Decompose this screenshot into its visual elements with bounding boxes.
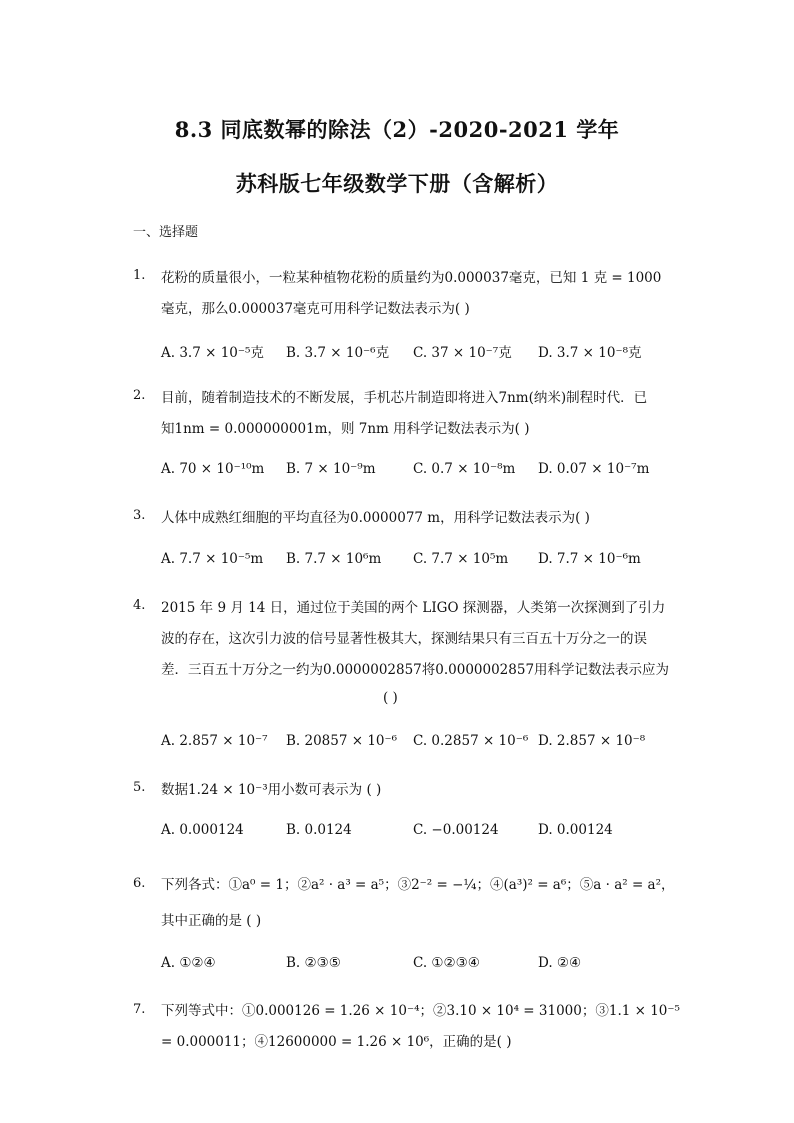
option-c: C. 0.7 × 10⁻⁸m (413, 461, 516, 477)
question-text: 其中正确的是 ( ) (161, 913, 262, 929)
question-number: 7. (133, 1002, 146, 1017)
question-text: 数据1.24 × 10⁻³用小数可表示为 ( ) (161, 782, 382, 798)
title-line-2: 苏科版七年级数学下册（含解析） (235, 171, 559, 196)
option-b: B. ②③⑤ (286, 955, 341, 971)
question-text: 人体中成熟红细胞的平均直径为0.0000077 m，用科学记数法表示为( ) (161, 510, 590, 526)
question-number: 5. (133, 780, 146, 795)
question-text: 下列各式：①a⁰ = 1；②a² · a³ = a⁵；③2⁻² = −¼；④(a³)² = a⁶；⑤a · a² = a²， (161, 877, 675, 893)
question-text: = 0.000011；④12600000 = 1.26 × 10⁶，正确的是( ) (161, 1034, 512, 1050)
question-number: 2. (133, 388, 146, 403)
question-text: 下列等式中：①0.000126 = 1.26 × 10⁻⁴；②3.10 × 10⁴ = 31000；③1.1 × 10⁻⁵ (161, 1003, 680, 1019)
option-c: C. ①②③④ (413, 955, 480, 971)
question-text: 花粉的质量很小，一粒某种植物花粉的质量约为0.000037毫克，已知 1 克 = 1000 (161, 270, 662, 286)
option-a: A. 70 × 10⁻¹⁰m (161, 461, 265, 477)
option-b: B. 0.0124 (286, 822, 352, 838)
option-b: B. 7 × 10⁻⁹m (286, 461, 376, 477)
option-b: B. 3.7 × 10⁻⁶克 (286, 345, 390, 361)
question-text: 差．三百五十万分之一约为0.0000002857将0.0000002857用科学记数法表示应为 (161, 662, 670, 678)
option-d: D. 3.7 × 10⁻⁸克 (538, 345, 642, 361)
option-a: A. 7.7 × 10⁻⁵m (161, 551, 264, 567)
option-d: D. 0.07 × 10⁻⁷m (538, 461, 650, 477)
option-b: B. 20857 × 10⁻⁶ (286, 733, 398, 749)
option-d: D. 2.857 × 10⁻⁸ (538, 733, 646, 749)
answer-bracket: ( ) (383, 690, 398, 706)
question-number: 1. (133, 268, 146, 283)
title-line-1: 8.3 同底数幂的除法（2）-2020-2021 学年 (174, 117, 620, 142)
section-heading: 一、选择题 (133, 225, 199, 240)
question-text: 毫克，那么0.000037毫克可用科学记数法表示为( ) (161, 301, 470, 317)
question-number: 6. (133, 876, 146, 891)
option-a: A. 0.000124 (161, 822, 244, 838)
option-b: B. 7.7 × 10⁶m (286, 551, 382, 567)
question-text: 2015 年 9 月 14 日，通过位于美国的两个 LIGO 探测器，人类第一次探测到了引力 (161, 600, 666, 616)
question-text: 知1nm = 0.000000001m，则 7nm 用科学记数法表示为( ) (161, 421, 530, 437)
option-c: C. 0.2857 × 10⁻⁶ (413, 733, 529, 749)
option-a: A. ①②④ (161, 955, 216, 971)
option-a: A. 2.857 × 10⁻⁷ (161, 733, 268, 749)
option-c: C. 37 × 10⁻⁷克 (413, 345, 512, 361)
option-d: D. 7.7 × 10⁻⁶m (538, 551, 641, 567)
option-d: D. 0.00124 (538, 822, 613, 838)
option-d: D. ②④ (538, 955, 582, 971)
question-number: 4. (133, 598, 146, 613)
option-c: C. −0.00124 (413, 822, 499, 838)
question-text: 目前，随着制造技术的不断发展，手机芯片制造即将进入7nm(纳米)制程时代．已 (161, 390, 648, 406)
question-text: 波的存在，这次引力波的信号显著性极其大，探测结果只有三百五十万分之一的误 (161, 631, 647, 647)
option-c: C. 7.7 × 10⁵m (413, 551, 509, 567)
question-number: 3. (133, 508, 146, 523)
option-a: A. 3.7 × 10⁻⁵克 (161, 345, 264, 361)
